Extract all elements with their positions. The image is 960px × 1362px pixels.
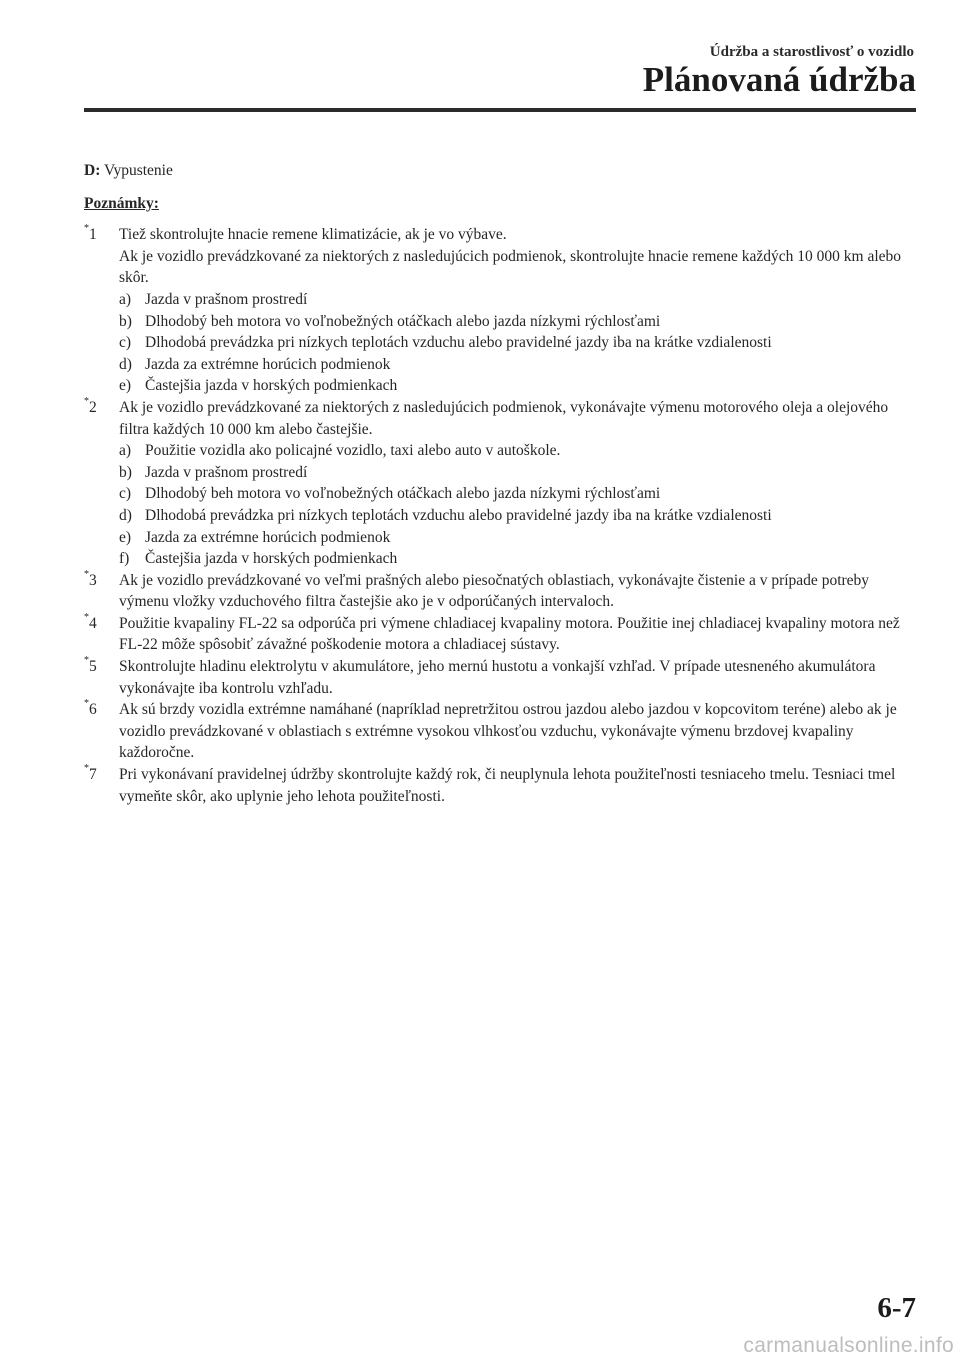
page-content — [84, 160, 920, 807]
note-number-value: 5 — [89, 658, 97, 676]
condition-item — [119, 527, 920, 549]
note-number-value: 7 — [89, 766, 97, 784]
note-item — [84, 613, 920, 656]
note-text: Ak je vozidlo prevádzkované za niektorých z nasledujúcich podmienok, skontrolujte hnacie remene každých 10 000 km alebo skôr. — [119, 247, 902, 287]
condition-item — [119, 354, 920, 376]
condition-letter: e) — [119, 528, 132, 546]
condition-text: Dlhodobý beh motora vo voľnobežných otáčkach alebo jazda nízkymi rýchlosťami — [145, 312, 661, 330]
note-number — [84, 570, 97, 592]
condition-letter: d) — [119, 506, 132, 524]
legend-term: D: — [84, 162, 101, 179]
note-item — [84, 699, 920, 764]
condition-item — [119, 440, 920, 462]
note-text: Ak je vozidlo prevádzkované vo veľmi prašných alebo piesočnatých oblastiach, vykonávajte čistenie a v prípade potreby výmenu vložky vzduchového filtra častejšie ako je v odporúčaných intervaloch. — [119, 571, 870, 611]
condition-letter: c) — [119, 334, 132, 352]
note-item — [84, 224, 920, 397]
note-text: Skontrolujte hladinu elektrolytu v akumulátore, jeho mernú hustotu a vonkajší vzhľad. V prípade utesneného akumulátora vykonávajte iba kontrolu vzhľadu. — [119, 658, 876, 697]
condition-text: Dlhodobá prevádzka pri nízkych teplotách vzduchu alebo pravidelné jazdy iba na krátke vzdialenosti — [145, 506, 772, 524]
note-number — [84, 764, 97, 786]
condition-letter: a) — [119, 442, 132, 460]
condition-letter: e) — [119, 377, 132, 395]
note-marker: * — [84, 611, 89, 623]
condition-text: Častejšia jazda v horských podmienkach — [145, 377, 398, 395]
condition-text: Dlhodobý beh motora vo voľnobežných otáčkach alebo jazda nízkymi rýchlosťami — [145, 485, 661, 503]
condition-item — [119, 375, 920, 397]
note-item — [84, 656, 920, 699]
condition-letter: a) — [119, 290, 132, 308]
note-number — [84, 224, 97, 246]
condition-text: Dlhodobá prevádzka pri nízkych teplotách vzduchu alebo pravidelné jazdy iba na krátke vzdialenosti — [145, 334, 772, 352]
note-item — [84, 570, 920, 613]
condition-item — [119, 548, 920, 570]
condition-item — [119, 462, 920, 484]
note-marker: * — [84, 698, 89, 710]
notes-list — [84, 224, 920, 807]
note-marker: * — [84, 568, 89, 580]
note-number-value: 6 — [89, 701, 97, 719]
note-text: Tiež skontrolujte hnacie remene klimatizácie, ak je vo výbave. — [119, 226, 507, 244]
condition-text: Jazda v prašnom prostredí — [145, 290, 308, 308]
condition-letter: f) — [119, 550, 130, 568]
condition-text: Jazda za extrémne horúcich podmienok — [145, 528, 391, 546]
condition-letter: b) — [119, 312, 132, 330]
watermark-text: carmanualsonline.info — [743, 1334, 954, 1357]
note-item — [84, 397, 920, 570]
note-text: Použitie kvapaliny FL-22 sa odporúča pri výmene chladiacej kvapaliny motora. Použitie inej chladiacej kvapaliny motora než FL-22 môže spôsobiť závažné poškodenie motora a chladiacej sústavy. — [119, 614, 900, 654]
condition-list — [119, 440, 920, 570]
note-text: Ak sú brzdy vozidla extrémne namáhané (napríklad nepretržitou ostrou jazdou alebo jazdou v kopcovitom teréne) alebo ak je vozidlo prevádzkované v oblastiach s extrémne vysokou vlhkosťou vzduchu, vykonávajte výmenu brzdovej kvapaliny každoročne. — [119, 701, 897, 762]
note-number-value: 2 — [89, 398, 97, 416]
condition-list — [119, 289, 920, 397]
page-number: 6-7 — [877, 1292, 916, 1324]
note-marker: * — [84, 223, 89, 235]
condition-item — [119, 311, 920, 333]
section-header: Údržba a starostlivosť o vozidlo — [709, 44, 914, 60]
condition-text: Jazda v prašnom prostredí — [145, 463, 308, 481]
note-number — [84, 613, 97, 635]
note-marker: * — [84, 762, 89, 774]
condition-text: Jazda za extrémne horúcich podmienok — [145, 355, 391, 373]
condition-text: Častejšia jazda v horských podmienkach — [145, 550, 398, 568]
note-text: Pri vykonávaní pravidelnej údržby skontrolujte každý rok, či neuplynula lehota použiteľnosti tesniaceho tmelu. Tesniaci tmel vymeňte skôr, ako uplynie jeho lehota použiteľnosti. — [119, 766, 896, 805]
page-title: Plánovaná údržba — [642, 60, 916, 99]
condition-item — [119, 332, 920, 354]
note-marker: * — [84, 395, 89, 407]
note-marker: * — [84, 654, 89, 666]
note-number-value: 4 — [89, 614, 97, 632]
condition-letter: d) — [119, 355, 132, 373]
condition-item — [119, 505, 920, 527]
header-divider — [84, 108, 916, 112]
legend-line — [84, 160, 920, 182]
condition-item — [119, 483, 920, 505]
note-number — [84, 397, 97, 419]
condition-letter: c) — [119, 485, 132, 503]
notes-heading: Poznámky: — [84, 194, 159, 212]
legend-text: Vypustenie — [103, 162, 173, 179]
note-text: Ak je vozidlo prevádzkované za niektorých z nasledujúcich podmienok, vykonávajte výmenu motorového oleja a olejového filtra každých 10 000 km alebo častejšie. — [119, 398, 889, 438]
note-number-value: 1 — [89, 226, 97, 244]
condition-text: Použitie vozidla ako policajné vozidlo, taxi alebo auto v autoškole. — [145, 442, 561, 460]
note-number — [84, 656, 97, 678]
condition-letter: b) — [119, 463, 132, 481]
note-number-value: 3 — [89, 571, 97, 589]
note-item — [84, 764, 920, 807]
note-number — [84, 699, 97, 721]
condition-item — [119, 289, 920, 311]
